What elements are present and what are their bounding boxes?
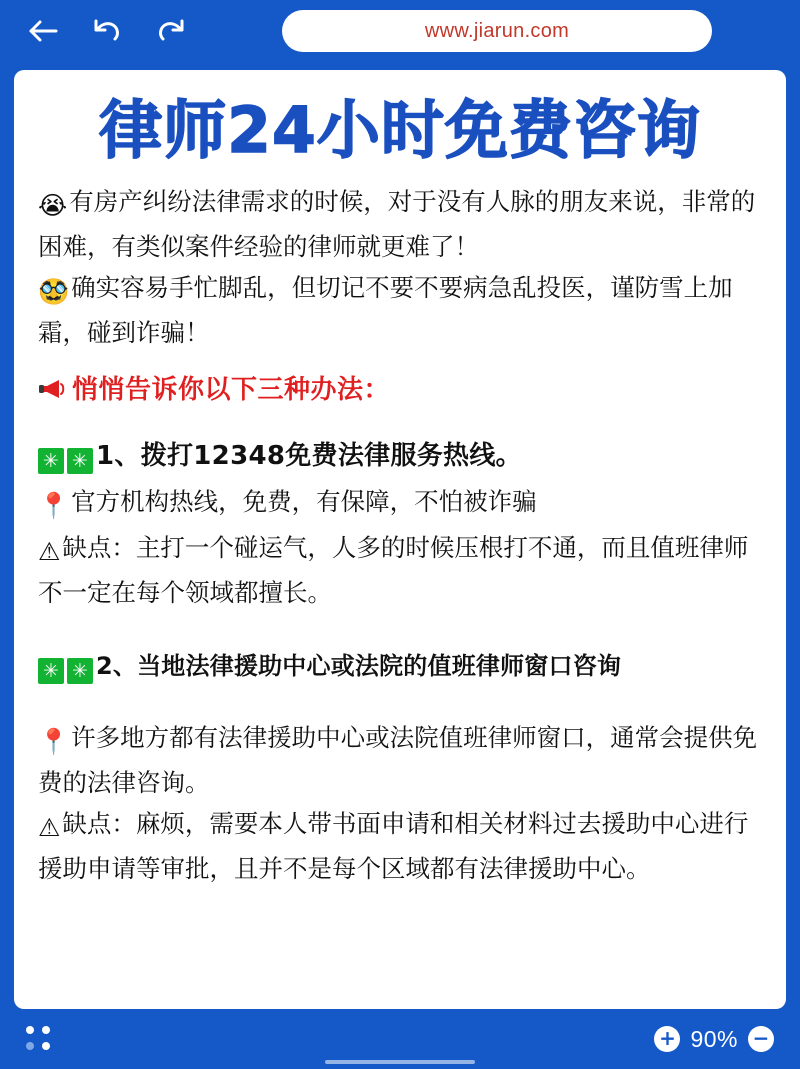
zoom-control [654, 1026, 774, 1053]
warning-emoji: ⚠ [38, 537, 61, 567]
pin-emoji: 📍 [38, 727, 70, 757]
sparkle-badge-icon: ✳ [38, 658, 64, 684]
undo-icon[interactable] [86, 10, 128, 52]
section-1-line-1 [38, 482, 762, 527]
zoom-level-value: 90% [690, 1025, 738, 1052]
intro-paragraph-2-text: 确实容易手忙脚乱，但切记不要不要病急乱投医，谨防雪上加霜，碰到诈骗！ [38, 273, 733, 347]
section-1-line-1-text: 官方机构热线，免费，有保障，不怕被诈骗 [71, 486, 537, 516]
url-text: www.jiarun.com [424, 19, 570, 42]
intro-paragraph-2 [38, 268, 762, 352]
crying-face-emoji: 😭 [38, 191, 68, 221]
sparkle-badge-icon: ✳ [67, 658, 93, 684]
sparkle-badge-icon: ✳ [67, 448, 93, 474]
page-content-area [0, 62, 800, 1009]
megaphone-emoji [38, 376, 68, 409]
intro-paragraph-1-text: 有房产纠纷法律需求的时候，对于没有人脉的朋友来说，非常的困难，有类似案件经验的律师就更难了！ [38, 187, 756, 261]
sparkle-badge-icon: ✳ [38, 448, 64, 474]
callout-text: 悄悄告诉你以下三种办法： [72, 374, 391, 405]
page-title: 律师24小时免费咨询 [99, 94, 701, 167]
section-1-title-text: 1、拨打12348免费法律服务热线。 [96, 440, 522, 471]
warning-emoji: ⚠ [38, 813, 61, 843]
zoom-out-button[interactable]: − [748, 1026, 774, 1052]
section-1-title [38, 435, 762, 474]
browser-toolbar [0, 0, 800, 62]
section-2-line-2 [38, 804, 762, 888]
section-2-title [38, 646, 762, 684]
home-indicator [325, 1060, 475, 1064]
article-card [14, 70, 786, 1009]
zoom-in-button[interactable]: + [654, 1026, 680, 1052]
section-2-title-text: 2、当地法律援助中心或法院的值班律师窗口咨询 [96, 652, 622, 681]
intro-paragraph-1 [38, 182, 762, 266]
grid-dots-icon[interactable] [26, 1026, 53, 1053]
section-2-line-1 [38, 718, 762, 802]
disguised-face-emoji: 🥸 [38, 277, 70, 307]
section-2-line-1-text: 许多地方都有法律援助中心或法院值班律师窗口，通常会提供免费的法律咨询。 [38, 723, 758, 797]
url-bar[interactable] [282, 10, 712, 52]
callout-line [38, 369, 762, 409]
section-2-line-2-text: 缺点：麻烦，需要本人带书面申请和相关材料过去援助中心进行援助申请等审批，且并不是每个区域都有法律援助中心。 [38, 809, 749, 883]
arrow-left-icon[interactable] [22, 10, 64, 52]
section-1-line-2-text: 缺点：主打一个碰运气，人多的时候压根打不通，而且值班律师不一定在每个领域都擅长。 [38, 533, 749, 607]
pin-emoji: 📍 [38, 490, 70, 520]
section-1-line-2 [38, 528, 762, 612]
redo-icon[interactable] [150, 10, 192, 52]
